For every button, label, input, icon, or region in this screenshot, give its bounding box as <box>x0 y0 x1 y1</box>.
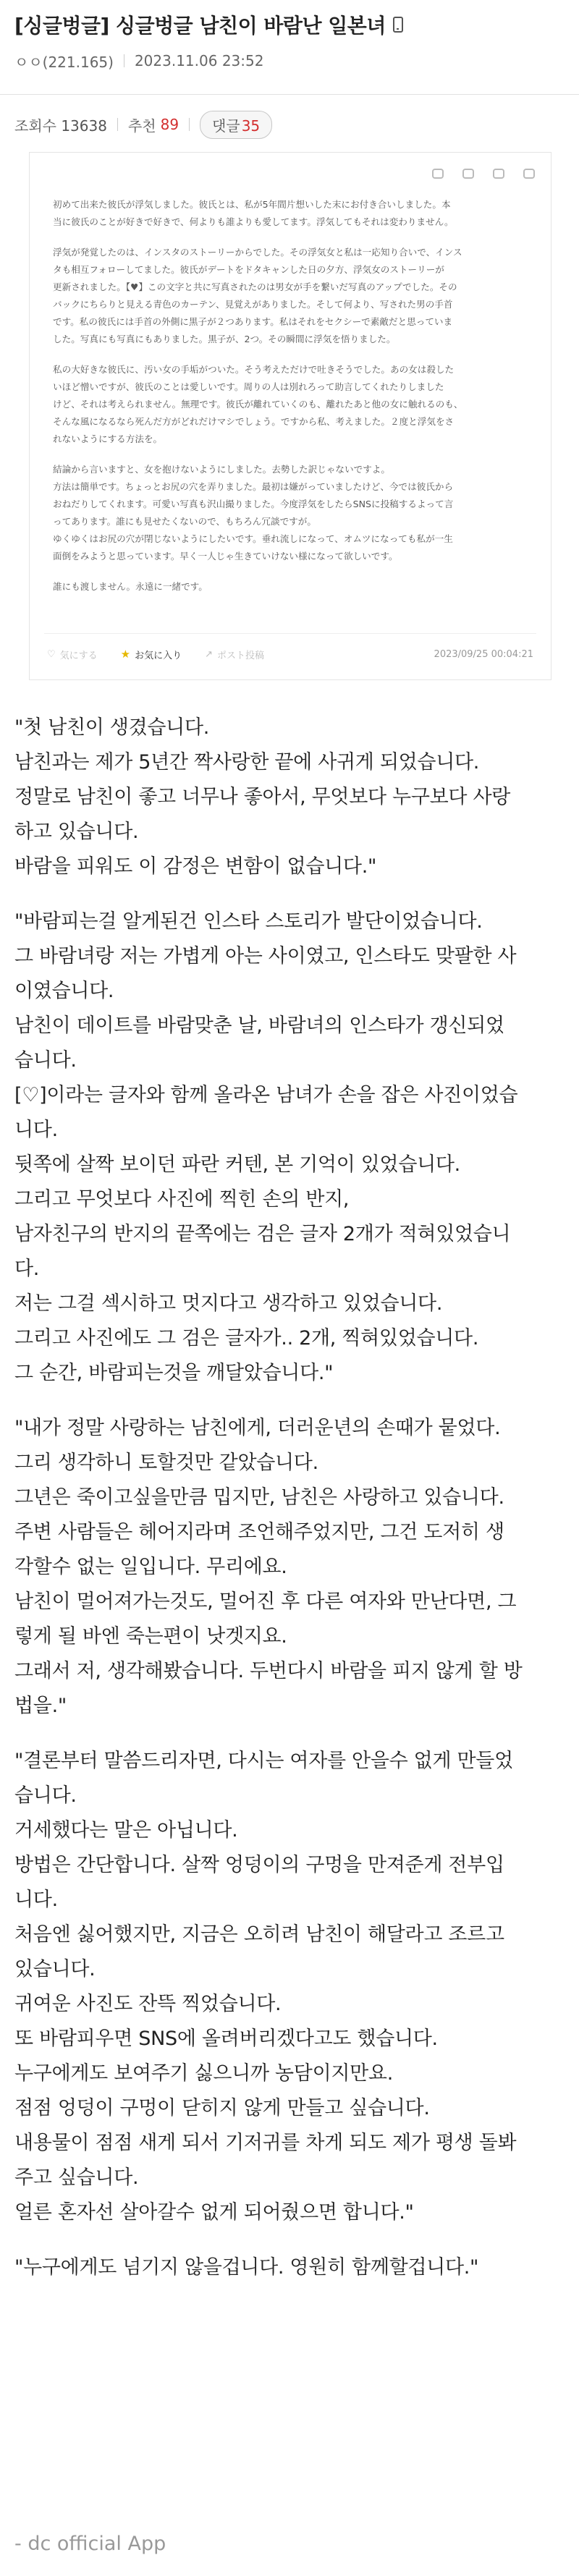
text-line: 뒷쪽에 살짝 보이던 파란 커텐, 본 기억이 있었습니다. <box>14 1153 460 1176</box>
text-line: "바람피는걸 알게된건 인스타 스토리가 발단이었습니다. <box>14 910 483 933</box>
paragraph <box>53 461 531 565</box>
text-line: れないようにする方法を。 <box>53 433 163 444</box>
text-line: 니다. <box>14 1889 58 1911</box>
text-line: 있습니다. <box>14 1958 96 1980</box>
text-line: した。写真にも写真にもありました。黒子が、2つ。その瞬間に浮気を悟りました。 <box>53 334 396 344</box>
comments-label: 댓글 <box>212 116 240 135</box>
embed-footer <box>47 642 533 666</box>
post-label: ポスト投稿 <box>217 650 265 661</box>
comments-count: 35 <box>241 116 261 135</box>
text-line: "내가 정말 사랑하는 남친에게, 더러운년의 손때가 뭍었다. <box>14 1417 501 1439</box>
more-icon[interactable] <box>523 169 535 179</box>
post-date: 2023.11.06 23:52 <box>134 52 264 69</box>
paragraph <box>14 1744 565 2230</box>
text-line: タも相互フォローしてました。彼氏がデートをドタキャンした日の夕方、浮気女のストーリーが <box>53 264 444 275</box>
text-line: 浮気が発覚したのは、インスタのストーリーからでした。その浮気女と私は一応知り合いで、インス <box>53 247 462 258</box>
share-icon: ↗ <box>205 648 214 660</box>
text-line: そんな風になるなら死んだ方がどれだけマシでしょう。ですから私、考えました。２度と浮気をさ <box>53 416 455 427</box>
embed-divider <box>44 633 536 634</box>
app-signature: - dc official App <box>14 2533 166 2555</box>
text-line: 저는 그걸 섹시하고 멋지다고 생각하고 있었습니다. <box>14 1292 443 1315</box>
paragraph <box>53 244 531 348</box>
text-line: 更新されました。【♥】この文字と共に写真されたのは男女が手を繋いだ写真のアップでした。その <box>53 281 457 292</box>
text-line: 結論から言いますと、女を抱けないようにしました。去勢した訳じゃないですよ。 <box>53 464 390 475</box>
text-line: 私の大好きな彼氏に、汚い女の手垢がついた。そう考えただけで吐きそうでした。あの女は殺した <box>53 364 455 375</box>
text-line: 습니다. <box>14 1784 77 1807</box>
post-title-row <box>14 10 403 39</box>
text-line: 처음엔 싫어했지만, 지금은 오히려 남친이 해달라고 조르고 <box>14 1923 504 1946</box>
text-line: 그래서 저, 생각해봤습니다. 두번다시 바람을 피지 않게 할 방 <box>14 1660 523 1682</box>
text-line: 이였습니다. <box>14 980 114 1002</box>
heart-icon: ♡ <box>47 648 56 660</box>
likes-count: 89 <box>160 116 179 133</box>
text-line: 그리 생각하니 토할것만 같았습니다. <box>14 1452 318 1474</box>
text-line: 렇게 될 바엔 죽는편이 낫겟지요. <box>14 1625 287 1648</box>
text-line: 그 바람녀랑 저는 가볍게 아는 사이였고, 인스타도 맞팔한 사 <box>14 945 517 967</box>
text-line: ってあります。誰にも見せたくないので、もちろん冗談ですが。 <box>53 516 316 527</box>
text-line: 그리고 무엇보다 사진에 찍힌 손의 반지, <box>14 1188 350 1211</box>
author-name[interactable]: ㅇㅇ(221.165) <box>14 53 114 71</box>
text-line: 다. <box>14 1258 40 1280</box>
text-line: 남친과는 제가 5년간 짝사랑한 끝에 사귀게 되었습니다. <box>14 751 480 774</box>
paragraph <box>14 1411 565 1724</box>
stats-separator <box>117 118 118 131</box>
comments-button[interactable] <box>200 111 272 139</box>
post-body <box>14 711 565 2305</box>
text-line: 누구에게도 보여주기 싫으니까 농담이지만요. <box>14 2062 393 2085</box>
text-line: です。私の彼氏には手首の外側に黒子が２つあります。私はそれをセクシーで素敵だと思っていま <box>53 316 453 327</box>
text-line: いほど憎いですが、彼氏のことは愛しいです。周りの人は別れろって助言してくれたりしました <box>53 381 444 392</box>
text-line: 面倒をみようと思っています。早く一人じゃ生きていけない様になって欲しいです。 <box>53 551 398 562</box>
text-line: 남자친구의 반지의 끝쪽에는 검은 글자 2개가 적혀있었습니 <box>14 1223 511 1245</box>
favorite-label: お気に入り <box>135 650 182 661</box>
text-line: [♡]이라는 글자와 함께 올라온 남녀가 손을 잡은 사진이었습 <box>14 1084 518 1106</box>
embed-toolbar <box>432 169 535 179</box>
text-line: "결론부터 말씀드리자면, 다시는 여자를 안을수 없게 만들었 <box>14 1750 513 1772</box>
text-line: 하고 있습니다. <box>14 821 139 843</box>
text-line: 정말로 남친이 좋고 너무나 좋아서, 무엇보다 누구보다 사랑 <box>14 786 511 808</box>
paragraph <box>53 578 531 596</box>
stats-separator <box>189 118 190 131</box>
text-line: 방법은 간단합니다. 살짝 엉덩이의 구멍을 만져준게 전부입 <box>14 1854 504 1876</box>
likes-label: 추천 <box>127 116 156 135</box>
text-line: "누구에게도 넘기지 않을겁니다. 영원히 함께할겁니다." <box>14 2256 479 2279</box>
text-line: 니다. <box>14 1119 58 1141</box>
text-line: 습니다. <box>14 1049 77 1072</box>
text-line: 그리고 사진에도 그 검은 글자가.. 2개, 찍혀있었습니다. <box>14 1327 479 1350</box>
post-stats <box>14 110 272 139</box>
views-count: 조회수 13638 <box>14 116 107 135</box>
text-line: 또 바람피우면 SNS에 올려버리겠다고도 했습니다. <box>14 2028 438 2050</box>
text-line: 바람을 피워도 이 감정은 변함이 없습니다." <box>14 855 377 878</box>
hide-icon[interactable] <box>432 169 444 179</box>
embed-post-text <box>53 196 531 609</box>
embed-date: 2023/09/25 00:04:21 <box>434 648 533 660</box>
like-label: 気にする <box>59 650 98 661</box>
text-line: ゆくゆくはお尻の穴が閉じないようにしたいです。垂れ流しになって、オムツになっても私が一生 <box>53 533 453 544</box>
embedded-screenshot <box>29 152 551 680</box>
share-icon[interactable] <box>462 169 474 179</box>
text-line: 주고 싶습니다. <box>14 2166 139 2189</box>
text-line: 남친이 데이트를 바람맞춘 날, 바람녀의 인스타가 갱신되었 <box>14 1014 504 1037</box>
text-line: バックにちらりと見える青色のカーテン、見覚えがありました。そして何より、写された男の手首 <box>53 299 453 310</box>
text-line: 그년은 죽이고싶을만큼 밉지만, 남친은 사랑하고 있습니다. <box>14 1486 504 1509</box>
text-line: "첫 남친이 생겼습니다. <box>14 716 210 739</box>
text-line: 점점 엉덩이 구멍이 닫히지 않게 만들고 싶습니다. <box>14 2097 430 2119</box>
text-line: 법을." <box>14 1695 67 1717</box>
paragraph <box>53 361 531 448</box>
text-line: 각할수 없는 일입니다. 무리에요. <box>14 1556 287 1578</box>
text-line: けど、それは考えられません。無理です。彼氏が離れていくのも、離れたあと他の女に触れるのも、 <box>53 399 463 410</box>
favorite-action[interactable] <box>121 648 182 661</box>
paragraph <box>14 2250 565 2285</box>
post-title: [싱글벙글] 싱글벙글 남친이 바람난 일본녀 <box>14 14 386 38</box>
text-line: 誰にも渡しません。永遠に一緒です。 <box>53 581 208 592</box>
text-line: 얼른 혼자선 살아갈수 없게 되어줬으면 합니다." <box>14 2201 414 2224</box>
like-action[interactable] <box>47 648 98 661</box>
mobile-phone-icon <box>393 17 403 33</box>
edit-icon[interactable] <box>493 169 504 179</box>
post-action[interactable] <box>205 648 264 661</box>
header-divider <box>0 94 579 95</box>
text-line: 그 순간, 바람피는것을 깨달았습니다." <box>14 1362 334 1384</box>
paragraph <box>14 904 565 1391</box>
text-line: 남친이 멀어져가는것도, 멀어진 후 다른 여자와 만난다면, 그 <box>14 1590 517 1613</box>
text-line: 거세했다는 말은 아닙니다. <box>14 1819 238 1842</box>
text-line: おねだりしてくれます。可愛い写真も沢山撮りました。今度浮気をしたらSNSに投稿するよって言 <box>53 499 454 509</box>
text-line: 귀여운 사진도 잔뜩 찍었습니다. <box>14 1993 282 2015</box>
star-icon: ★ <box>120 648 131 661</box>
text-line: 方法は簡単です。ちょっとお尻の穴を弄りました。最初は嫌がっていましたけど、今では彼氏から <box>53 481 454 492</box>
paragraph <box>14 711 565 884</box>
post-meta <box>14 51 263 71</box>
text-line: 주변 사람들은 헤어지라며 조언해주었지만, 그건 도저히 생 <box>14 1521 504 1543</box>
paragraph <box>53 196 531 231</box>
text-line: 当に彼氏のことが好きで好きで、何よりも誰よりも愛してます。浮気してもそれは変わりません。 <box>53 216 454 227</box>
text-line: 내용물이 점점 새게 되서 기저귀를 차게 되도 제가 평생 돌봐 <box>14 2132 517 2154</box>
text-line: 初めて出来た彼氏が浮気しました。彼氏とは、私が5年間片想いした末にお付き合いしました。本 <box>53 199 451 210</box>
